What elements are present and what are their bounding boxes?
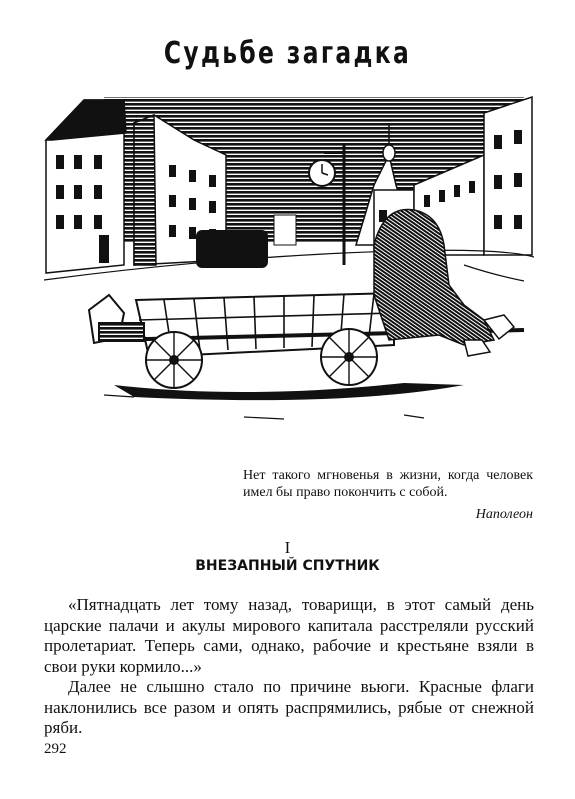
illustration-street-cart <box>44 95 534 430</box>
body-text <box>44 595 534 739</box>
chapter-number: I <box>284 538 291 557</box>
epigraph-author: Наполеон <box>475 507 533 522</box>
paragraph: «Пятнадцать лет тому назад, товарищи, в этот самый день царские палачи и акулы мирового капитала расстреляли русский пролетариат. Теперь сами, однако, рабочие и крестьяне взяли в свои руки кормило...» <box>44 595 534 676</box>
epigraph <box>243 467 533 523</box>
chapter-title: ВНЕЗАПНЫЙ СПУТНИК <box>195 558 380 574</box>
left-building <box>46 100 126 273</box>
epigraph-quote: Нет такого мгновенья в жизни, когда человек имел бы право покончить с собой. <box>243 468 533 500</box>
paragraph: Далее не слышно стало по причине вьюги. Красные флаги наклонились все разом и опять распрямились, рябые от снежной ряби. <box>44 677 534 737</box>
page-number: 292 <box>44 741 67 757</box>
page-title: Судьбе загадка <box>163 36 412 71</box>
